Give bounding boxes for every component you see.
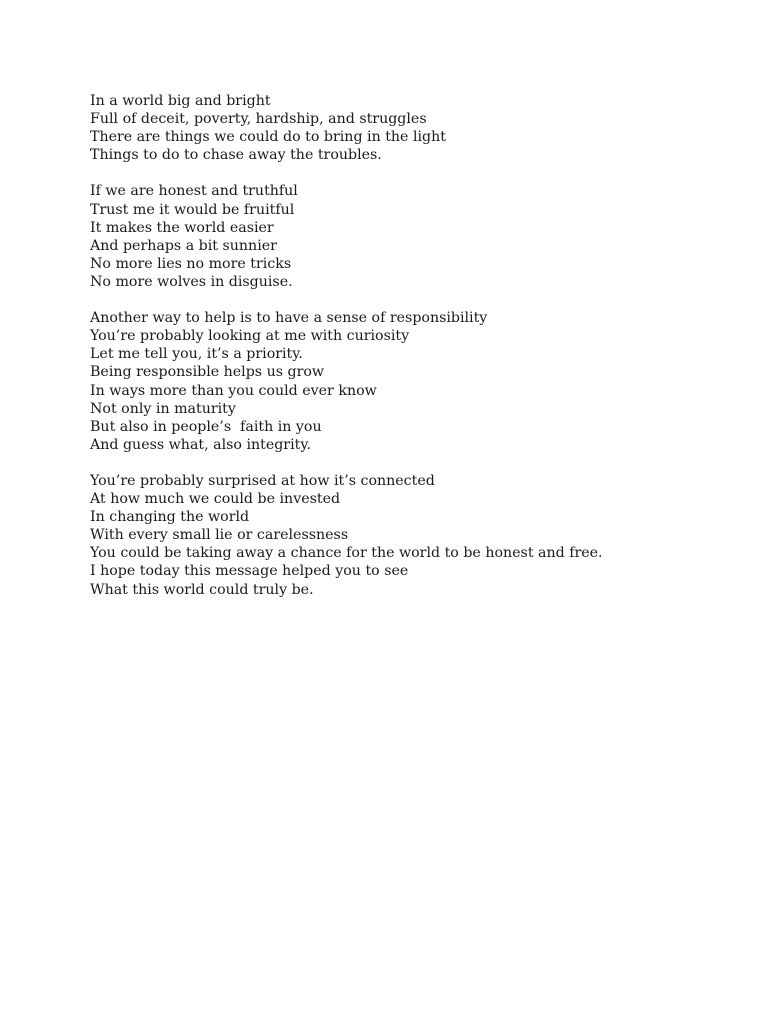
poem-line: In a world big and bright: [90, 93, 271, 109]
poem-line: And guess what, also integrity.: [90, 436, 311, 453]
poem-body: [90, 92, 730, 617]
poem-line: With every small lie or carelessness: [90, 527, 349, 544]
stanza-1: [90, 92, 730, 164]
stanza-3: [90, 309, 730, 454]
poem-line: There are things we could do to bring in the light: [90, 129, 446, 146]
poem-line: But also in people’s faith in you: [90, 418, 322, 435]
poem-line: Trust me it would be fruitful: [90, 201, 295, 218]
poem-line: Things to do to chase away the troubles.: [90, 147, 382, 164]
poem-line: In ways more than you could ever know: [90, 382, 377, 399]
poem-line: You’re probably looking at me with curiosity: [90, 328, 410, 345]
poem-line: Let me tell you, it’s a priority.: [90, 346, 303, 363]
poem-line: Full of deceit, poverty, hardship, and struggles: [90, 111, 427, 128]
poem-line: It makes the world easier: [90, 219, 274, 236]
poem-line: I hope today this message helped you to see: [90, 563, 409, 580]
poem-line: At how much we could be invested: [90, 491, 341, 508]
stanza-2: [90, 182, 730, 291]
poem-line: You’re probably surprised at how it’s connected: [90, 472, 435, 489]
poem-line: In changing the world: [90, 509, 250, 526]
poem-line: No more wolves in disguise.: [90, 273, 293, 290]
poem-line: You could be taking away a chance for the world to be honest and free.: [90, 545, 603, 562]
poem-line: What this world could truly be.: [90, 581, 314, 598]
poem-line: Being responsible helps us grow: [90, 364, 325, 381]
poem-line: Another way to help is to have a sense of responsibility: [90, 310, 488, 327]
stanza-4: [90, 472, 730, 599]
poem-line: If we are honest and truthful: [90, 183, 298, 200]
poem-line: And perhaps a bit sunnier: [90, 237, 277, 254]
poem-line: No more lies no more tricks: [90, 255, 292, 272]
poem-line: Not only in maturity: [90, 400, 236, 417]
